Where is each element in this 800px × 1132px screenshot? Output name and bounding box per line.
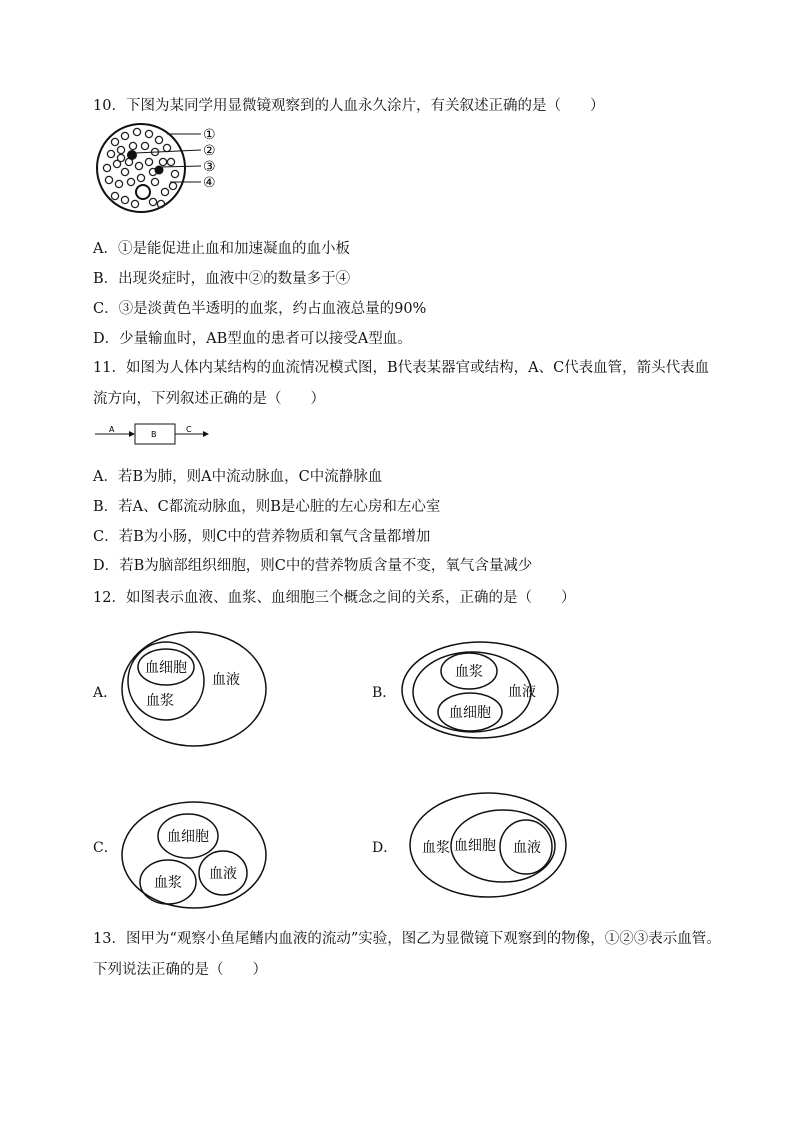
white-blood-cell (127, 150, 137, 160)
q13-stem-line1: 13．图甲为“观察小鱼尾鳍内血液的流动”实验，图乙为显微镜下观察到的物像，①②③表示血管。 (93, 931, 721, 947)
diagram-d-outer: 血浆 (422, 840, 450, 856)
q10-option-c: C．③是淡黄色半透明的血浆，约占血液总量的90% (93, 301, 427, 317)
q10-option-a: A．①是能促进止血和加速凝血的血小板 (93, 241, 350, 257)
q11-option-c: C．若B为小肠，则C中的营养物质和氧气含量都增加 (93, 529, 431, 545)
q13-stem-line2: 下列说法正确的是（ ） (93, 962, 267, 978)
q11-option-a: A．若B为肺，则A中流动脉血，C中流静脉血 (93, 469, 383, 485)
diagram-d-middle: 血细胞 (454, 838, 496, 854)
mark-3: ③ (203, 159, 216, 175)
diagram-c-right: 血液 (209, 866, 237, 882)
mark-2: ② (203, 143, 216, 159)
organ-b-label: B (151, 430, 157, 439)
diagram-c-top: 血细胞 (167, 829, 209, 845)
q11-option-b: B．若A、C都流动脉血，则B是心脏的左心房和左心室 (93, 499, 441, 515)
q12-option-d-label: D． (372, 840, 398, 856)
diagram-d-inner: 血液 (513, 840, 541, 856)
mark-1: ① (203, 127, 216, 143)
q11-stem-line1: 11．如图为人体内某结构的血流情况模式图，B代表某器官或结构，A、C代表血管，箭头代表血 (93, 360, 710, 376)
mark-4: ④ (203, 175, 216, 191)
q12-option-c-label: C． (93, 840, 118, 856)
diagram-a-inner: 血细胞 (145, 660, 187, 676)
diagram-b-bottom: 血细胞 (449, 705, 491, 721)
q12-stem: 12．如图表示血液、血浆、血细胞三个概念之间的关系，正确的是（ ） (93, 590, 576, 606)
diagram-b-right: 血液 (508, 684, 536, 700)
diagram-c-left: 血浆 (154, 875, 182, 891)
q12-option-b-label: B． (372, 685, 397, 701)
diagram-a-middle: 血浆 (146, 693, 174, 709)
q12-diagram-a (120, 630, 270, 750)
vessel-a-label: A (109, 425, 115, 434)
q12-diagram-d (408, 790, 568, 900)
diagram-b-top: 血浆 (455, 664, 483, 680)
vessel-c-label: C (186, 425, 192, 434)
q11-option-d: D．若B为脑部组织细胞，则C中的营养物质含量不变，氧气含量减少 (93, 558, 533, 574)
blood-flow-diagram (95, 423, 210, 447)
blood-smear-figure (95, 122, 225, 214)
q10-option-d: D．少量输血时，AB型血的患者可以接受A型血。 (93, 331, 412, 347)
q12-diagram-c (120, 800, 270, 910)
q11-stem-line2: 流方向，下列叙述正确的是（ ） (93, 391, 325, 407)
q12-option-a-label: A． (93, 685, 118, 701)
diagram-a-outer: 血液 (212, 672, 240, 688)
q10-stem: 10．下图为某同学用显微镜观察到的人血永久涂片，有关叙述正确的是（ ） (93, 98, 605, 114)
q10-option-b: B．出现炎症时，血液中②的数量多于④ (93, 271, 351, 287)
q12-diagram-b (400, 640, 560, 740)
